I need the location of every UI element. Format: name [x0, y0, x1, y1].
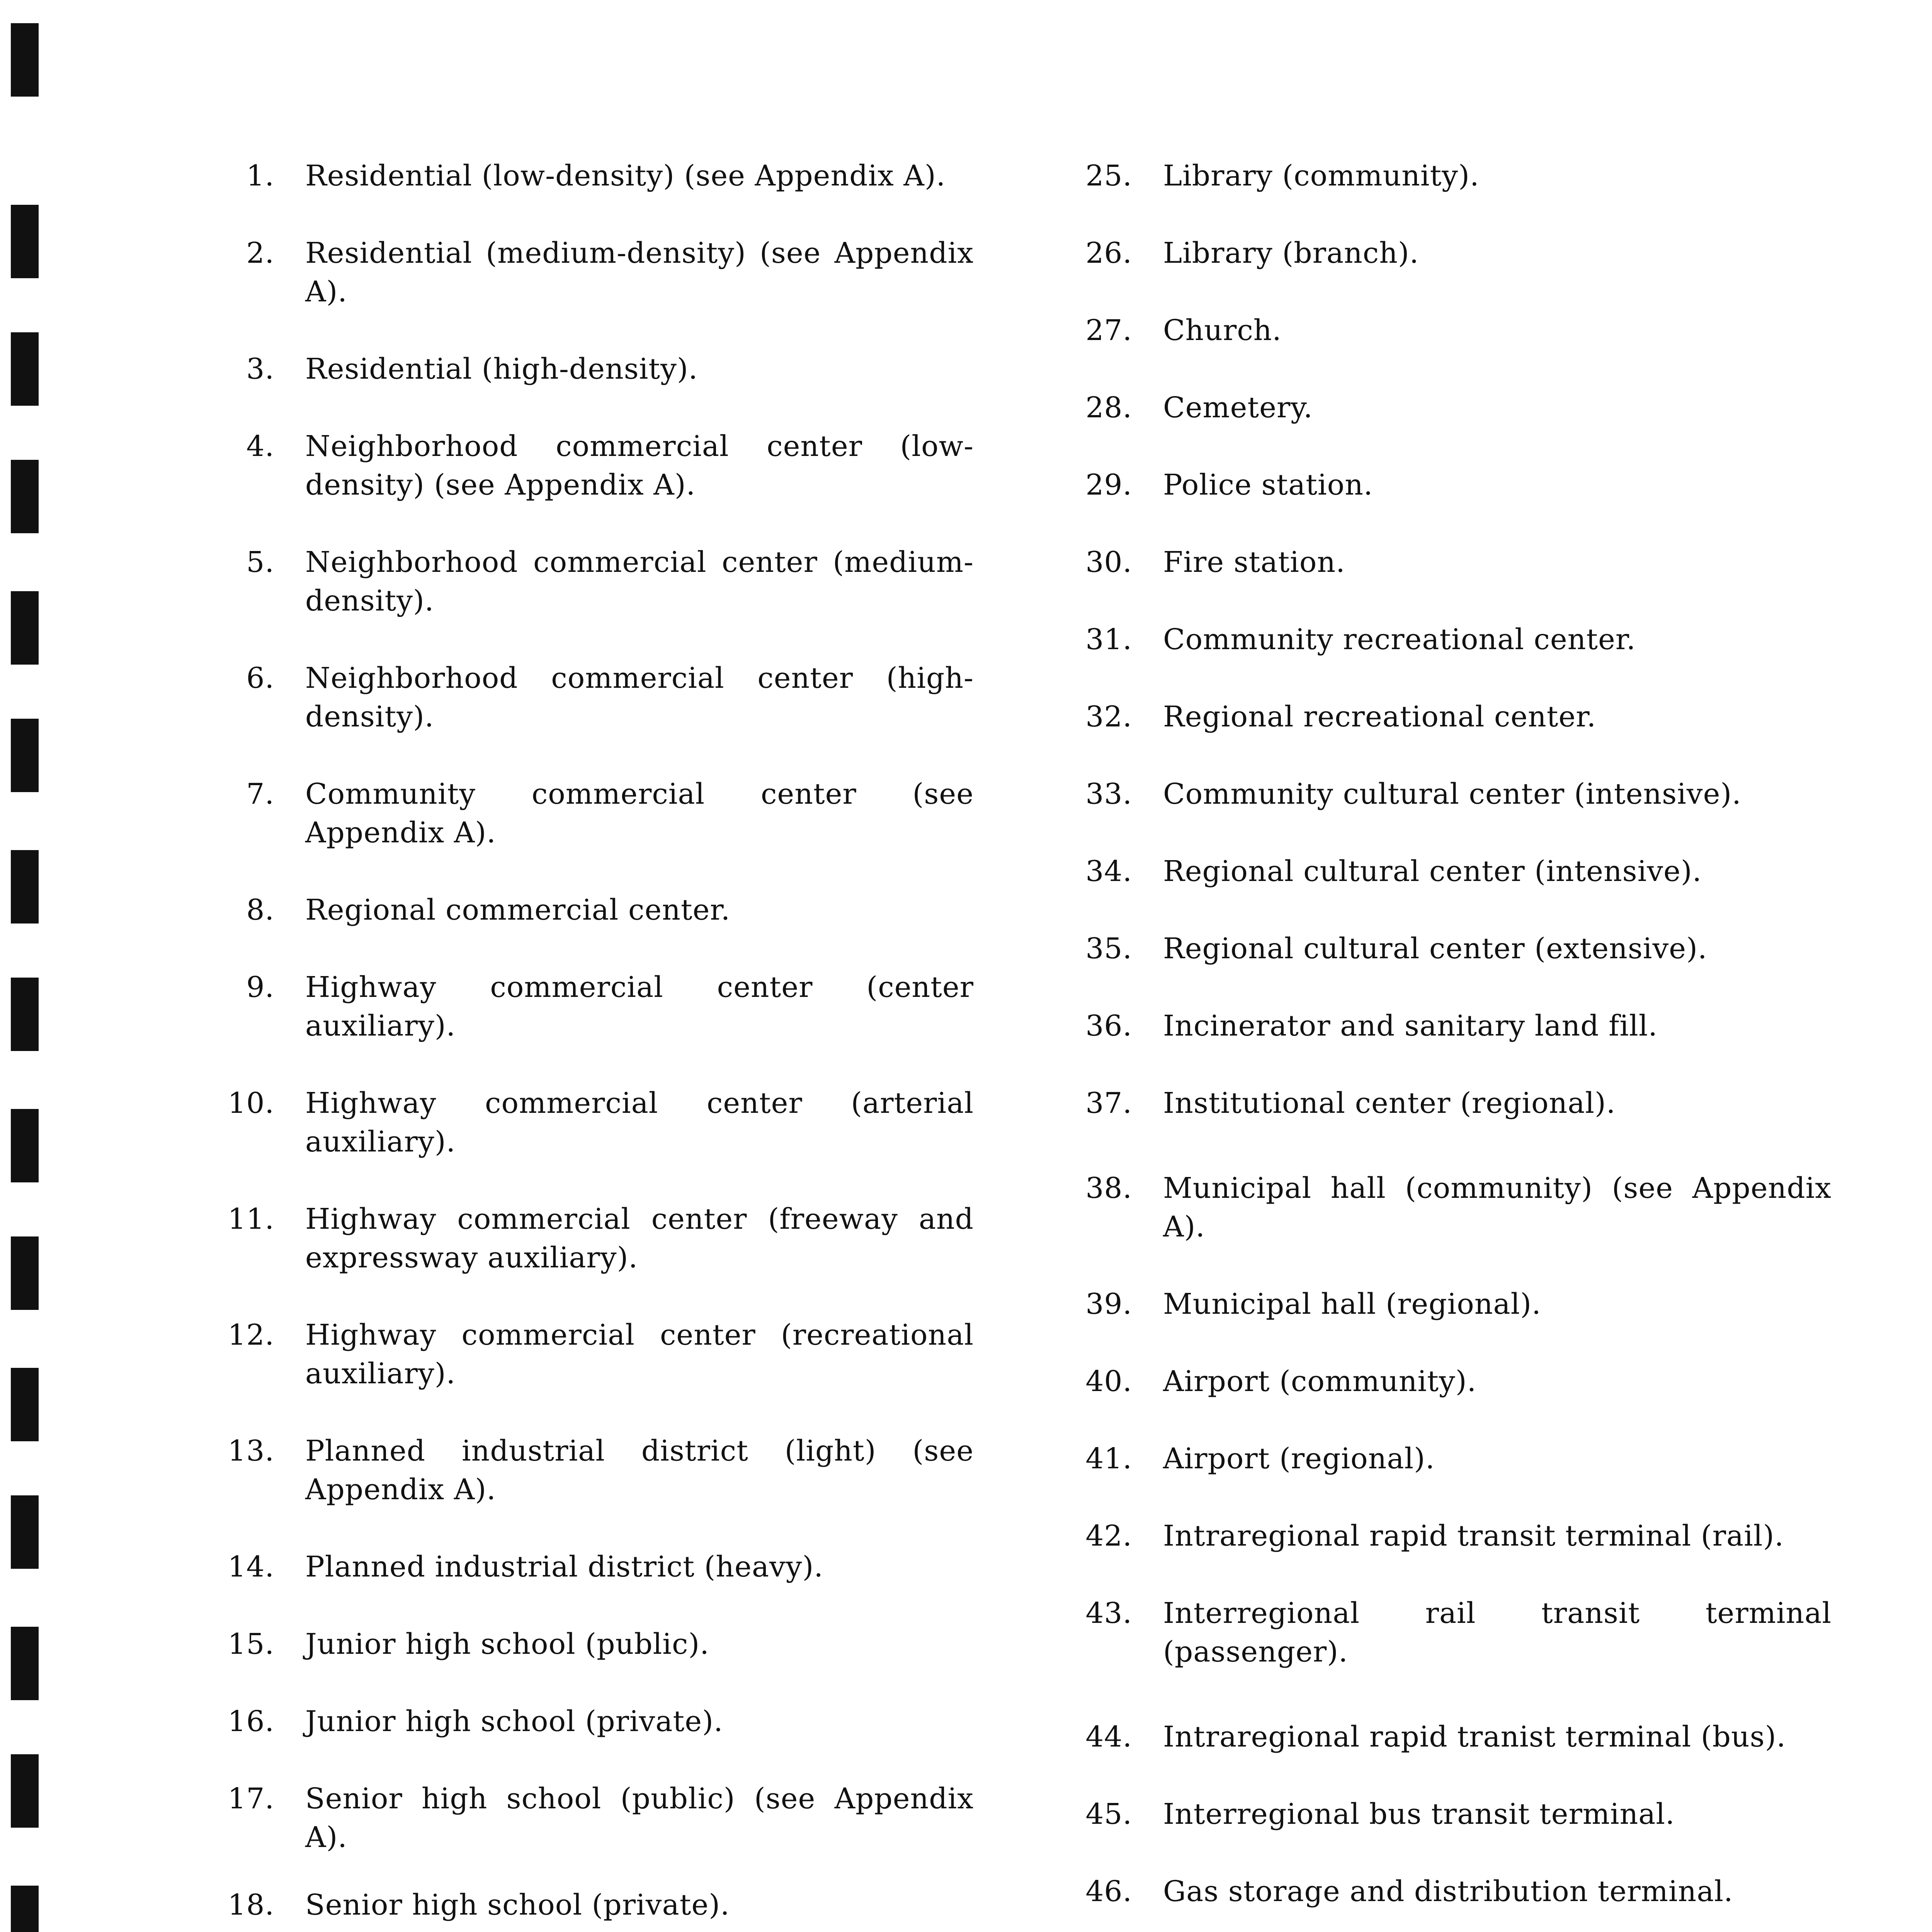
item-number: 1.	[246, 159, 274, 192]
item-number: 10.	[228, 1087, 274, 1120]
item-text: Gas storage and distribution terminal.	[1163, 1875, 1733, 1908]
item-text: Fire station.	[1163, 546, 1345, 579]
binding-mark	[11, 719, 39, 792]
item-text: Planned industrial district (heavy).	[305, 1550, 823, 1583]
item-text: Airport (community).	[1163, 1365, 1477, 1398]
item-text: Junior high school (private).	[305, 1705, 723, 1738]
binding-mark	[11, 205, 39, 278]
item-text: Regional cultural center (intensive).	[1163, 855, 1702, 888]
item-text: Regional recreational center.	[1163, 700, 1597, 733]
item-text: Interregional rail transit terminal (passenger).	[1163, 1597, 1832, 1668]
item-text: Library (community).	[1163, 159, 1480, 192]
item-number: 12.	[228, 1318, 274, 1352]
item-text: Senior high school (private).	[305, 1888, 730, 1922]
item-text: Neighborhood commercial center (low-density) (see Appendix A).	[305, 430, 974, 502]
item-number: 28.	[1085, 391, 1132, 424]
item-text: Incinerator and sanitary land fill.	[1163, 1009, 1658, 1043]
item-number: 46.	[1085, 1875, 1132, 1908]
binding-mark	[11, 332, 39, 406]
item-number: 37.	[1085, 1087, 1132, 1120]
item-number: 16.	[228, 1705, 274, 1738]
item-number: 11.	[228, 1202, 274, 1236]
binding-mark	[11, 1886, 39, 1932]
item-number: 13.	[228, 1434, 274, 1468]
item-number: 6.	[246, 662, 274, 695]
item-number: 45.	[1085, 1798, 1132, 1831]
binding-mark	[11, 1368, 39, 1441]
item-text: Interregional bus transit terminal.	[1163, 1798, 1675, 1831]
item-number: 4.	[246, 430, 274, 463]
item-number: 17.	[228, 1782, 274, 1815]
item-text: Residential (low-density) (see Appendix A).	[305, 159, 946, 192]
item-text: Community cultural center (intensive).	[1163, 777, 1742, 811]
item-number: 41.	[1085, 1442, 1132, 1475]
item-number: 7.	[246, 777, 274, 811]
right-column	[1085, 0, 1832, 1932]
binding-mark	[11, 1627, 39, 1700]
item-number: 32.	[1085, 700, 1132, 733]
item-number: 39.	[1085, 1287, 1132, 1321]
item-text: Regional cultural center (extensive).	[1163, 932, 1708, 965]
item-text: Highway commercial center (center auxiliary).	[305, 971, 974, 1043]
item-number: 3.	[246, 352, 274, 386]
item-number: 18.	[228, 1888, 274, 1922]
item-number: 36.	[1085, 1009, 1132, 1043]
item-number: 38.	[1085, 1172, 1132, 1205]
item-number: 34.	[1085, 855, 1132, 888]
item-number: 35.	[1085, 932, 1132, 965]
item-number: 40.	[1085, 1365, 1132, 1398]
item-text: Neighborhood commercial center (high-density).	[305, 662, 974, 733]
item-text: Senior high school (public) (see Appendix A).	[305, 1782, 974, 1854]
item-text: Regional commercial center.	[305, 893, 731, 927]
item-text: Neighborhood commercial center (medium-density).	[305, 546, 974, 617]
binding-mark	[11, 1236, 39, 1310]
item-number: 33.	[1085, 777, 1132, 811]
item-text: Community commercial center (see Appendix A).	[305, 777, 974, 849]
item-text: Intraregional rapid transit terminal (rail).	[1163, 1519, 1784, 1553]
item-text: Junior high school (public).	[305, 1628, 709, 1661]
item-number: 29.	[1085, 468, 1132, 502]
item-number: 27.	[1085, 314, 1132, 347]
binding-mark	[11, 1754, 39, 1828]
item-text: Intraregional rapid tranist terminal (bus).	[1163, 1720, 1786, 1753]
binding-mark	[11, 1495, 39, 1569]
item-text: Highway commercial center (recreational auxiliary).	[305, 1318, 974, 1390]
item-text: Police station.	[1163, 468, 1373, 502]
item-number: 15.	[228, 1628, 274, 1661]
item-text: Library (branch).	[1163, 236, 1419, 270]
item-number: 30.	[1085, 546, 1132, 579]
binding-mark	[11, 1109, 39, 1182]
item-text: Municipal hall (community) (see Appendix A).	[1163, 1172, 1832, 1243]
binding-mark	[11, 591, 39, 665]
item-text: Planned industrial district (light) (see Appendix A).	[305, 1434, 974, 1506]
item-number: 25.	[1085, 159, 1132, 192]
left-column	[228, 0, 974, 1932]
binding-marks	[11, 0, 42, 1932]
binding-mark	[11, 23, 39, 97]
item-number: 43.	[1085, 1597, 1132, 1630]
item-text: Municipal hall (regional).	[1163, 1287, 1541, 1321]
item-number: 8.	[246, 893, 274, 927]
binding-mark	[11, 460, 39, 533]
item-number: 42.	[1085, 1519, 1132, 1553]
item-text: Residential (high-density).	[305, 352, 698, 386]
item-text: Institutional center (regional).	[1163, 1087, 1616, 1120]
binding-mark	[11, 850, 39, 923]
item-text: Church.	[1163, 314, 1282, 347]
item-number: 26.	[1085, 236, 1132, 270]
item-number: 2.	[246, 236, 274, 270]
item-number: 44.	[1085, 1720, 1132, 1753]
item-text: Highway commercial center (arterial auxiliary).	[305, 1087, 974, 1158]
item-text: Highway commercial center (freeway and expressway auxiliary).	[305, 1202, 974, 1274]
item-number: 5.	[246, 546, 274, 579]
item-number: 31.	[1085, 623, 1132, 656]
item-text: Airport (regional).	[1163, 1442, 1435, 1475]
binding-mark	[11, 978, 39, 1051]
item-text: Residential (medium-density) (see Appendix A).	[305, 236, 974, 308]
item-text: Cemetery.	[1163, 391, 1313, 424]
item-text: Community recreational center.	[1163, 623, 1636, 656]
item-number: 14.	[228, 1550, 274, 1583]
item-number: 9.	[246, 971, 274, 1004]
